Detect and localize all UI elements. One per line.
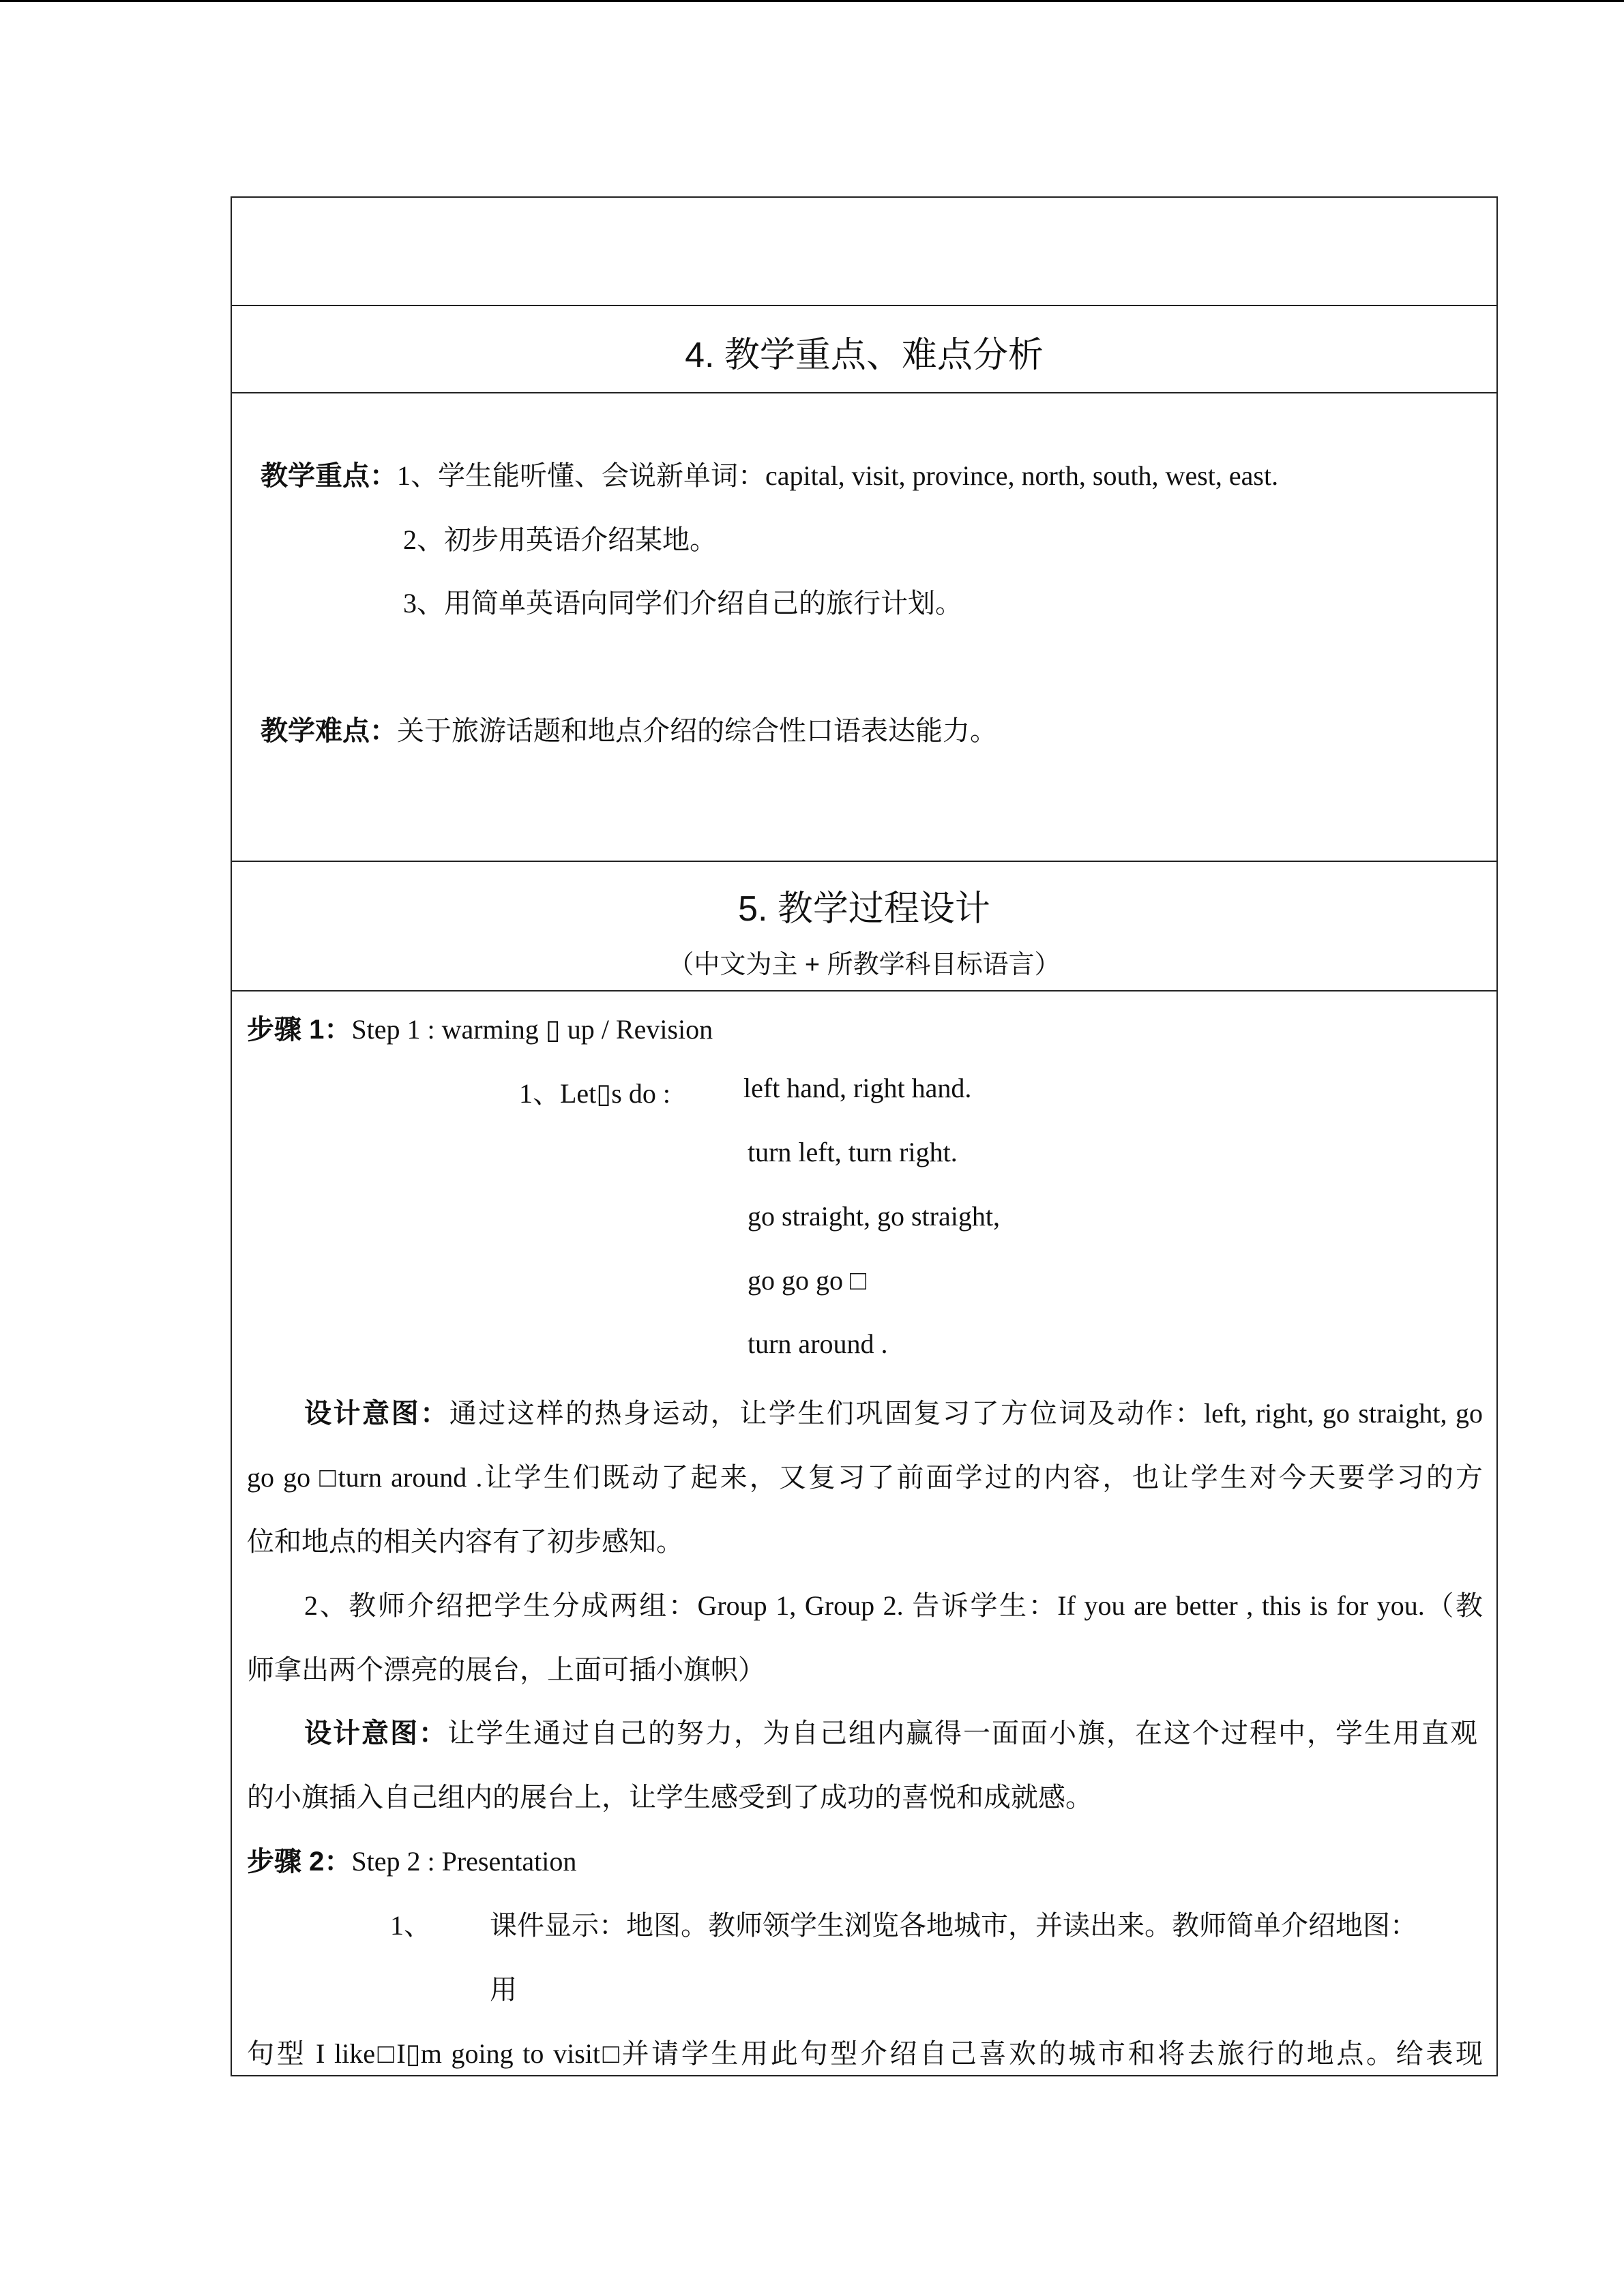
- design-intent-1-label: 设计意图：: [304, 1399, 449, 1429]
- grouping-line-2: 师拿出两个漂亮的展台，上面可插小旗帜）: [247, 1654, 765, 1685]
- row-divider: [232, 861, 1496, 862]
- presentation-line-2: 用: [490, 1974, 517, 2005]
- design-intent-2-line-1: [304, 1712, 1477, 1750]
- difficulty-row: [261, 709, 997, 748]
- chant-line-1: left hand, right hand.: [743, 1073, 972, 1103]
- design-intent-2-text: 让学生通过自己的努力，为自己组内赢得一面面小旗，在这个过程中，学生用直观: [447, 1718, 1477, 1748]
- step-1-text: Step 1 : warming ▯ up / Revision: [351, 1014, 713, 1045]
- row-divider: [232, 392, 1496, 393]
- key-point-2: 2、初步用英语介绍某地。: [403, 524, 717, 555]
- chant-line-4: go go go □: [748, 1265, 867, 1296]
- lets-do-label: 1、Let▯s do :: [519, 1078, 670, 1109]
- section-4-title: 4. 教学重点、难点分析: [685, 336, 1044, 375]
- key-point-1: 1、学生能听懂、会说新单词：capital, visit, province, north, south, west, east.: [397, 460, 1279, 491]
- grouping-line-1: 2、教师介绍把学生分成两组：Group 1, Group 2. 告诉学生：If you are better , this is for you.（教: [304, 1590, 1483, 1621]
- difficulty-label: 教学难点：: [261, 716, 397, 746]
- chant-line-2: turn left, turn right.: [748, 1137, 958, 1167]
- difficulty-text: 关于旅游话题和地点介绍的综合性口语表达能力。: [397, 715, 997, 746]
- step-2-row: [247, 1840, 576, 1879]
- design-intent-2-line-2: 的小旗插入自己组内的展台上，让学生感受到了成功的喜悦和成就感。: [247, 1782, 1093, 1813]
- key-points-label: 教学重点：: [261, 461, 397, 491]
- step-1-label: 步骤 1：: [247, 1015, 352, 1045]
- presentation-line-1: 课件显示：地图。教师领学生浏览各地城市，并读出来。教师简单介绍地图：: [490, 1910, 1417, 1941]
- chant-line-3: go straight, go straight,: [748, 1201, 1000, 1232]
- chant-line-5: turn around .: [748, 1328, 888, 1359]
- lesson-plan-table: [231, 196, 1498, 2076]
- key-points-row: [261, 454, 1278, 493]
- design-intent-1-text: 通过这样的热身运动，让学生们巩固复习了方位词及动作：left, right, go straight, go: [449, 1398, 1483, 1429]
- top-border-line: [0, 0, 1624, 2]
- row-divider: [232, 305, 1496, 306]
- key-point-3: 3、用简单英语向同学们介绍自己的旅行计划。: [403, 588, 962, 618]
- design-intent-1-line-1: [247, 1392, 1483, 1431]
- section-5-title: 5. 教学过程设计: [738, 889, 990, 929]
- design-intent-2-label: 设计意图：: [304, 1718, 447, 1748]
- step-1-row: [247, 1008, 713, 1047]
- design-intent-1-line-2: go go □turn around .让学生们既动了起来，又复习了前面学过的内容，也让学生对今天要学习的方: [247, 1462, 1483, 1493]
- presentation-line-3: 句型 I like□I▯m going to visit□并请学生用此句型介绍自己喜欢的城市和将去旅行的地点。给表现: [247, 2038, 1483, 2069]
- section-5-subtitle: （中文为主 + 所教学科目标语言）: [668, 951, 1061, 979]
- design-intent-1-line-3: 位和地点的相关内容有了初步感知。: [247, 1526, 683, 1557]
- step-2-label: 步骤 2：: [247, 1847, 352, 1877]
- step-2-text: Step 2 : Presentation: [351, 1846, 577, 1877]
- presentation-number: 1、: [390, 1910, 431, 1941]
- row-divider: [232, 990, 1496, 992]
